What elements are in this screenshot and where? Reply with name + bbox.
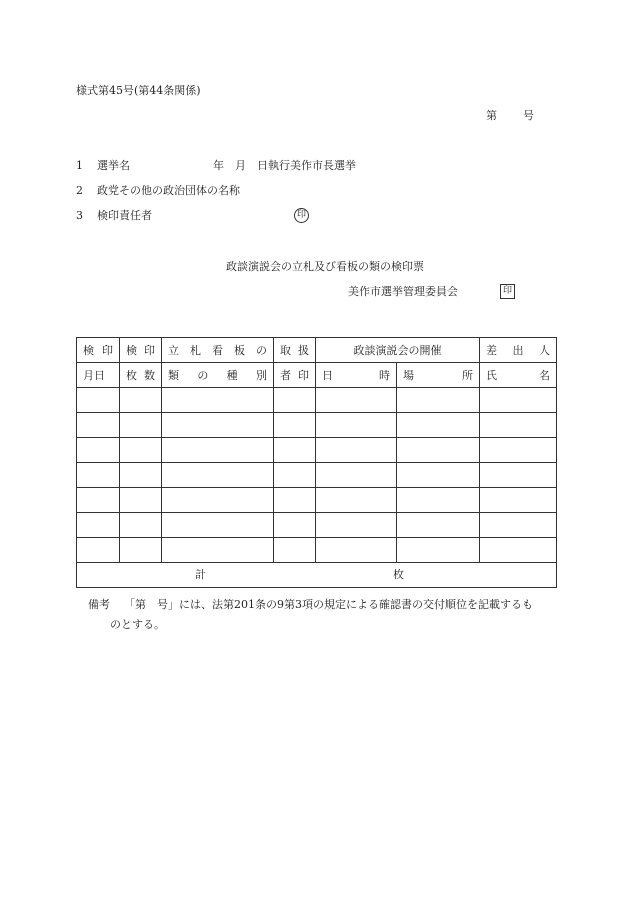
note-text-2: のとする。 bbox=[110, 618, 165, 631]
table-row bbox=[77, 438, 557, 463]
item-1-label: 選挙名 bbox=[97, 159, 130, 172]
seal-icon bbox=[294, 208, 309, 223]
item-2-label: 政党その他の政治団体の名称 bbox=[97, 184, 240, 197]
inspection-table bbox=[76, 337, 557, 588]
h-tatefuda-top: 立 札 看 板 の bbox=[162, 338, 274, 363]
go-char: 号 bbox=[523, 109, 534, 122]
item-1-num: 1 bbox=[76, 159, 83, 172]
item-3 bbox=[76, 210, 152, 221]
table-row bbox=[77, 513, 557, 538]
h-sashidashi-bottom: 氏 名 bbox=[480, 363, 557, 388]
h-basho: 場 所 bbox=[397, 363, 480, 388]
total-row bbox=[77, 563, 557, 588]
item-1-election-date: 年 月 日執行美作市長選挙 bbox=[213, 159, 356, 172]
table-row bbox=[77, 463, 557, 488]
h-nichiji: 日 時 bbox=[316, 363, 397, 388]
item-2 bbox=[76, 185, 240, 196]
issuer-seal-icon bbox=[500, 284, 515, 299]
note-text-1: 「第 号」には、法第201条の9第3項の規定による確認書の交付順位を記載するも bbox=[124, 598, 533, 611]
seal-mark: 印 bbox=[294, 208, 309, 223]
table-row bbox=[77, 488, 557, 513]
table-row bbox=[77, 538, 557, 563]
item-3-num: 3 bbox=[76, 209, 83, 222]
h-kenin-bi-top: 検 印 bbox=[77, 338, 120, 363]
h-toriatsukai-bottom: 者 印 bbox=[274, 363, 316, 388]
h-group-enzetsukai: 政談演説会の開催 bbox=[316, 338, 480, 363]
note-label: 備考 bbox=[88, 598, 110, 611]
h-sashidashi-top: 差 出 人 bbox=[480, 338, 557, 363]
h-kenin-bi-bottom: 月日 bbox=[77, 363, 120, 388]
form-number-label: 様式第45号(第44条関係) bbox=[76, 84, 201, 97]
item-2-num: 2 bbox=[76, 184, 83, 197]
dai-char: 第 bbox=[486, 109, 497, 122]
total-label: 計 bbox=[195, 568, 206, 581]
h-kenin-su-bottom: 枚 数 bbox=[120, 363, 162, 388]
document-title: 政談演説会の立札及び看板の類の検印票 bbox=[226, 260, 424, 273]
note-line-1 bbox=[88, 599, 533, 610]
h-tatefuda-bottom: 類 の 種 別 bbox=[162, 363, 274, 388]
h-toriatsukai-top: 取 扱 bbox=[274, 338, 316, 363]
item-3-label: 検印責任者 bbox=[97, 209, 152, 222]
table-row bbox=[77, 413, 557, 438]
table-row bbox=[77, 388, 557, 413]
item-1 bbox=[76, 160, 130, 171]
dai-go-number bbox=[486, 110, 534, 121]
total-unit: 枚 bbox=[393, 568, 404, 581]
h-kenin-su-top: 検 印 bbox=[120, 338, 162, 363]
issuer-seal-mark: 印 bbox=[500, 284, 515, 299]
issuer-name: 美作市選挙管理委員会 bbox=[348, 285, 458, 298]
